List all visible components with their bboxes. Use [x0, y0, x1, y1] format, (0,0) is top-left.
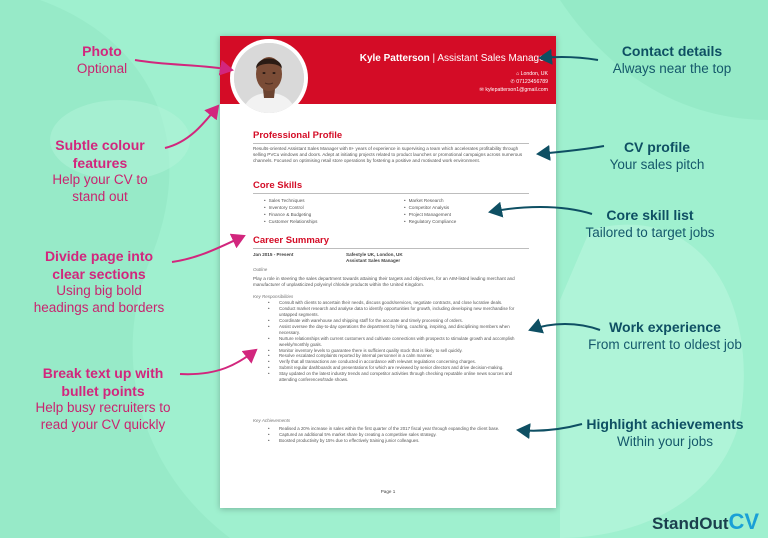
- skill-item: • Inventory Control: [264, 204, 317, 211]
- location-pin-icon: ⌂: [516, 71, 520, 77]
- callout-experience: [578, 319, 752, 353]
- callout-profile-sub: Your sales pitch: [609, 156, 705, 172]
- responsibilities-list: [268, 300, 526, 383]
- callout-skills: [575, 207, 725, 241]
- phone-icon: ✆: [510, 79, 515, 85]
- skill-item: • Project Management: [404, 211, 456, 218]
- callout-profile: [592, 139, 722, 173]
- cv-location: ⌂ London, UK: [516, 71, 548, 77]
- skill-item: • Market Research: [404, 197, 456, 204]
- achievements-label: Key Achievements: [253, 418, 291, 423]
- cv-email: ✉ kylepatterson1@gmail.com: [479, 87, 548, 93]
- callout-bullets: [18, 365, 188, 434]
- skill-item: • Sales Techniques: [264, 197, 317, 204]
- callout-contact-sub: Always near the top: [612, 60, 732, 76]
- callout-achievements-sub: Within your jobs: [616, 433, 714, 449]
- cv-name-line: [360, 53, 548, 64]
- job-company: Safestyle UK, London, UK: [346, 252, 403, 257]
- callout-contact-title: Contact details: [621, 43, 723, 59]
- callout-photo-sub: Optional: [76, 60, 128, 76]
- list-item: • Nurture relationships with current customers and cultivate connections with prospects to stimulate growth and accomplish weekly/monthly goals.: [268, 336, 526, 348]
- list-item: • Coordinate with warehouse and shipping staff for the accurate and timely processing of orders.: [268, 318, 526, 324]
- responsibilities-label: Key Responsibilities: [253, 294, 294, 299]
- list-item: • Resolve escalated complaints reported by internal personnel in a calm manner.: [268, 353, 526, 359]
- callout-colour-sub-2: stand out: [72, 188, 128, 204]
- skills-list-right: [404, 197, 456, 225]
- callout-sections: [22, 248, 176, 317]
- outline-text: Play a role in steering the sales department towards attaining their targets and objectives, for an AIM-listed leading merchant and manufacturer of unplasticized polyvinyl chloride products within the United Kingdom.: [253, 276, 515, 288]
- logo-text-cv: CV: [728, 509, 760, 534]
- cv-name-separator: |: [432, 53, 436, 64]
- list-item: • Stay updated on the latest industry trends and competitor activities through checking reputable online news sources and attending conferences/trade shows.: [268, 371, 526, 383]
- list-item: • Realised a 20% increase in sales within the first quarter of the 2017 fiscal year through expanding the client base.: [268, 426, 526, 432]
- avatar: [234, 43, 304, 113]
- skills-heading: Core Skills: [253, 180, 303, 191]
- email-icon: ✉: [479, 87, 484, 93]
- callout-experience-sub: From current to oldest job: [588, 336, 742, 352]
- achievements-list: [268, 426, 526, 444]
- callout-sections-title-2: clear sections: [52, 265, 146, 282]
- callout-achievements-title: Highlight achievements: [586, 416, 744, 432]
- callout-colour-title-2: features: [72, 154, 128, 171]
- callout-sections-title-1: Divide page into: [44, 248, 154, 264]
- callout-bullets-sub-1: Help busy recruiters to: [35, 400, 171, 415]
- callout-profile-title: CV profile: [623, 139, 691, 155]
- profile-text: Results-oriented Assistant Sales Manager with 8+ years of experience in supervising a team which accelerates profitability through selling PVCu windows and doors. Adept at initiating projects related to product launches or promotional campaigns across numerous channels. Focused on optimising retail store operations by fostering a positive and motivated work environment.: [253, 146, 523, 164]
- callout-sections-sub-1: Using big bold: [56, 283, 142, 298]
- skills-list-left: [264, 197, 317, 225]
- cv-phone: ✆ 07123456789: [510, 79, 548, 85]
- callout-colour-sub-1: Help your CV to: [52, 172, 148, 187]
- profile-divider: [253, 143, 529, 144]
- skill-item: • Competitor Analysis: [404, 204, 456, 211]
- career-heading: Career Summary: [253, 235, 330, 246]
- list-item: • Monitor inventory levels to guarantee there is sufficient quality stock that is likely to sell quickly.: [268, 348, 526, 354]
- list-item: • Assist oversee the day-to-day operations the department by hiring, coaching, inspiring, and disciplining members when necessary.: [268, 324, 526, 336]
- profile-heading: Professional Profile: [253, 130, 343, 141]
- skills-divider: [253, 193, 529, 194]
- callout-bullets-sub-2: read your CV quickly: [40, 416, 166, 432]
- callout-photo-title: Photo: [82, 43, 122, 59]
- callout-contact: [592, 43, 752, 77]
- cv-name: Kyle Patterson: [359, 53, 430, 64]
- cv-role: Assistant Sales Manager: [437, 53, 548, 64]
- list-item: • Consult with clients to ascertain their needs, discuss goods/services, negotiate contracts, and close lucrative deals.: [268, 300, 526, 306]
- skill-item: • Finance & Budgeting: [264, 211, 317, 218]
- callout-sections-sub-2: headings and borders: [33, 299, 165, 315]
- page-number: Page 1: [380, 489, 396, 494]
- standout-cv-logo: [652, 509, 759, 535]
- cv-page: [220, 36, 556, 508]
- callout-bullets-title-2: bullet points: [61, 382, 145, 399]
- outline-label: Outline: [253, 267, 268, 272]
- callout-achievements: [578, 416, 752, 450]
- list-item: • Captured an additional 5% market share by creating a competitive sales strategy.: [268, 432, 526, 438]
- skill-item: • Customer Relationships: [264, 218, 317, 225]
- callout-skills-sub: Tailored to target jobs: [585, 224, 715, 240]
- callout-colour-title-1: Subtle colour: [55, 137, 145, 153]
- skill-item: • Regulatory Compliance: [404, 218, 456, 225]
- job-dates: Jan 2015 - Present: [253, 252, 294, 257]
- callout-skills-title: Core skill list: [606, 207, 694, 223]
- career-divider: [253, 248, 529, 249]
- callout-photo: [52, 43, 152, 77]
- job-title: Assistant Sales Manager: [346, 258, 401, 263]
- list-item: • Conduct market research and analyse data to identify opportunities for growth, including developing new merchandise for untapped segments.: [268, 306, 526, 318]
- callout-colour: [30, 137, 170, 206]
- list-item: • Verify that all transactions are conducted in accordance with relevant regulations concerning charges.: [268, 359, 526, 365]
- cv-photo: [230, 39, 308, 117]
- logo-text-standout: StandOut: [652, 514, 729, 533]
- list-item: • Submit regular dashboards and presentations for which are reviewed by senior directors and drive decision-making.: [268, 365, 526, 371]
- callout-experience-title: Work experience: [609, 319, 721, 335]
- list-item: • Boosted productivity by 15% due to effectively training junior colleagues.: [268, 438, 526, 444]
- callout-bullets-title-1: Break text up with: [42, 365, 164, 381]
